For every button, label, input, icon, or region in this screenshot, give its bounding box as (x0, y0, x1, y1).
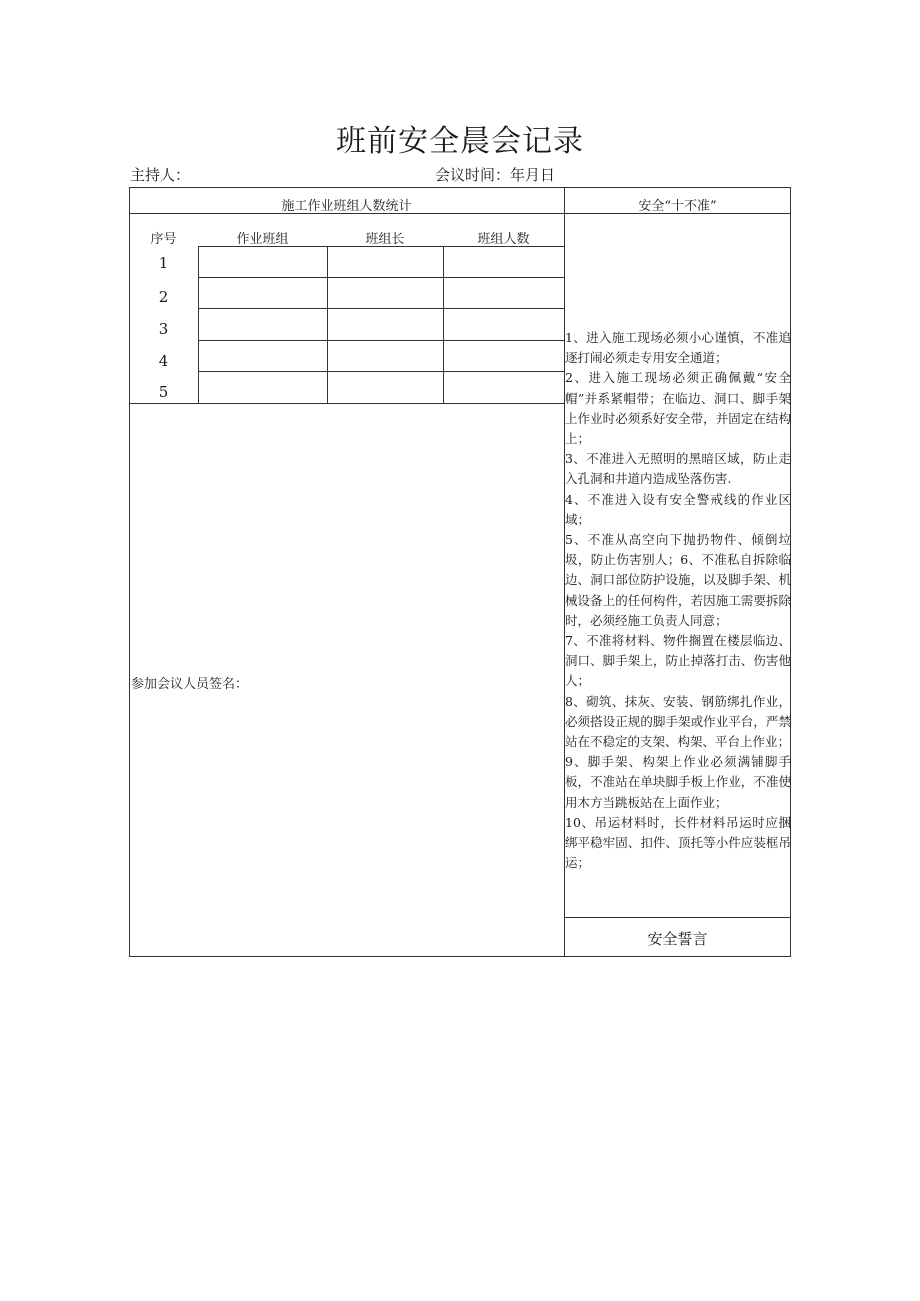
row-number: 5 (158, 383, 169, 401)
row-number: 2 (158, 288, 169, 306)
signature-label: 参加会议人员签名： (131, 677, 249, 692)
divider-row5 (198, 371, 564, 372)
row-number: 3 (158, 320, 169, 338)
rule-item: 7、不准将材料、物件搁置在楼层临边、洞口、脚手架上，防止掉落打击、伤害他人； (565, 633, 791, 689)
rule-item: 3、不准进入无照明的黑暗区域，防止走入孔洞和井道内造成坠落伤害. (565, 451, 791, 487)
divider-col2 (327, 246, 328, 403)
divider-col3 (443, 246, 444, 403)
column-header-leader: 班组长 (365, 232, 405, 247)
rules-header: 安全“十不准” (638, 199, 717, 214)
rule-item: 1、进入施工现场必须小心谨慎，不准追逐打闹必须走专用安全通道； (565, 330, 791, 366)
safety-rules-list (565, 328, 791, 873)
safety-pledge-label: 安全誓言 (647, 930, 708, 948)
row-number: 1 (158, 254, 169, 272)
rule-item: 2、进入施工现场必须正确佩戴“安全帽”并系紧帽带；在临边、洞口、脚手架上作业时必须系好安全带，并固定在结构上； (565, 370, 791, 447)
column-header-index: 序号 (150, 232, 177, 247)
rule-item: 4、不准进入设有安全警戒线的作业区域； (565, 491, 791, 527)
rule-item: 8、砌筑、抹灰、安装、钢筋绑扎作业，必须搭设正规的脚手架或作业平台，严禁站在不稳定的支架、构架、平台上作业； (565, 693, 791, 750)
divider-col1 (198, 246, 199, 403)
host-label: 主持人： (130, 166, 191, 184)
page-title: 班前安全晨会记录 (336, 124, 584, 159)
meeting-time-label: 会议时间：年月日 (435, 166, 556, 184)
divider-table-bottom (129, 403, 564, 404)
stats-header: 施工作业班组人数统计 (281, 199, 412, 214)
rule-item: 9、脚手架、构架上作业必须满铺脚手板，不准站在单块脚手板上作业，不准使用木方当跳板站在上面作业； (565, 754, 791, 810)
divider-pledge (564, 917, 791, 918)
row-number: 4 (158, 352, 169, 370)
rule-item: 10、吊运材料时，长件材料吊运时应捆绑平稳牢固、扣件、顶托等小件应装框吊运； (565, 814, 791, 871)
divider-row4 (198, 340, 564, 341)
column-header-count: 班组人数 (477, 232, 530, 247)
column-header-team: 作业班组 (236, 232, 289, 247)
rule-item: 5、不准从高空向下抛扔物件、倾倒垃圾，防止伤害别人；6、不准私自拆除临边、洞口部位防护设施，以及脚手架、机械设备上的任何构件，若因施工需要拆除时，必须经施工负责人同意； (565, 532, 791, 628)
divider-row2 (198, 277, 564, 278)
divider-row3 (198, 308, 564, 309)
